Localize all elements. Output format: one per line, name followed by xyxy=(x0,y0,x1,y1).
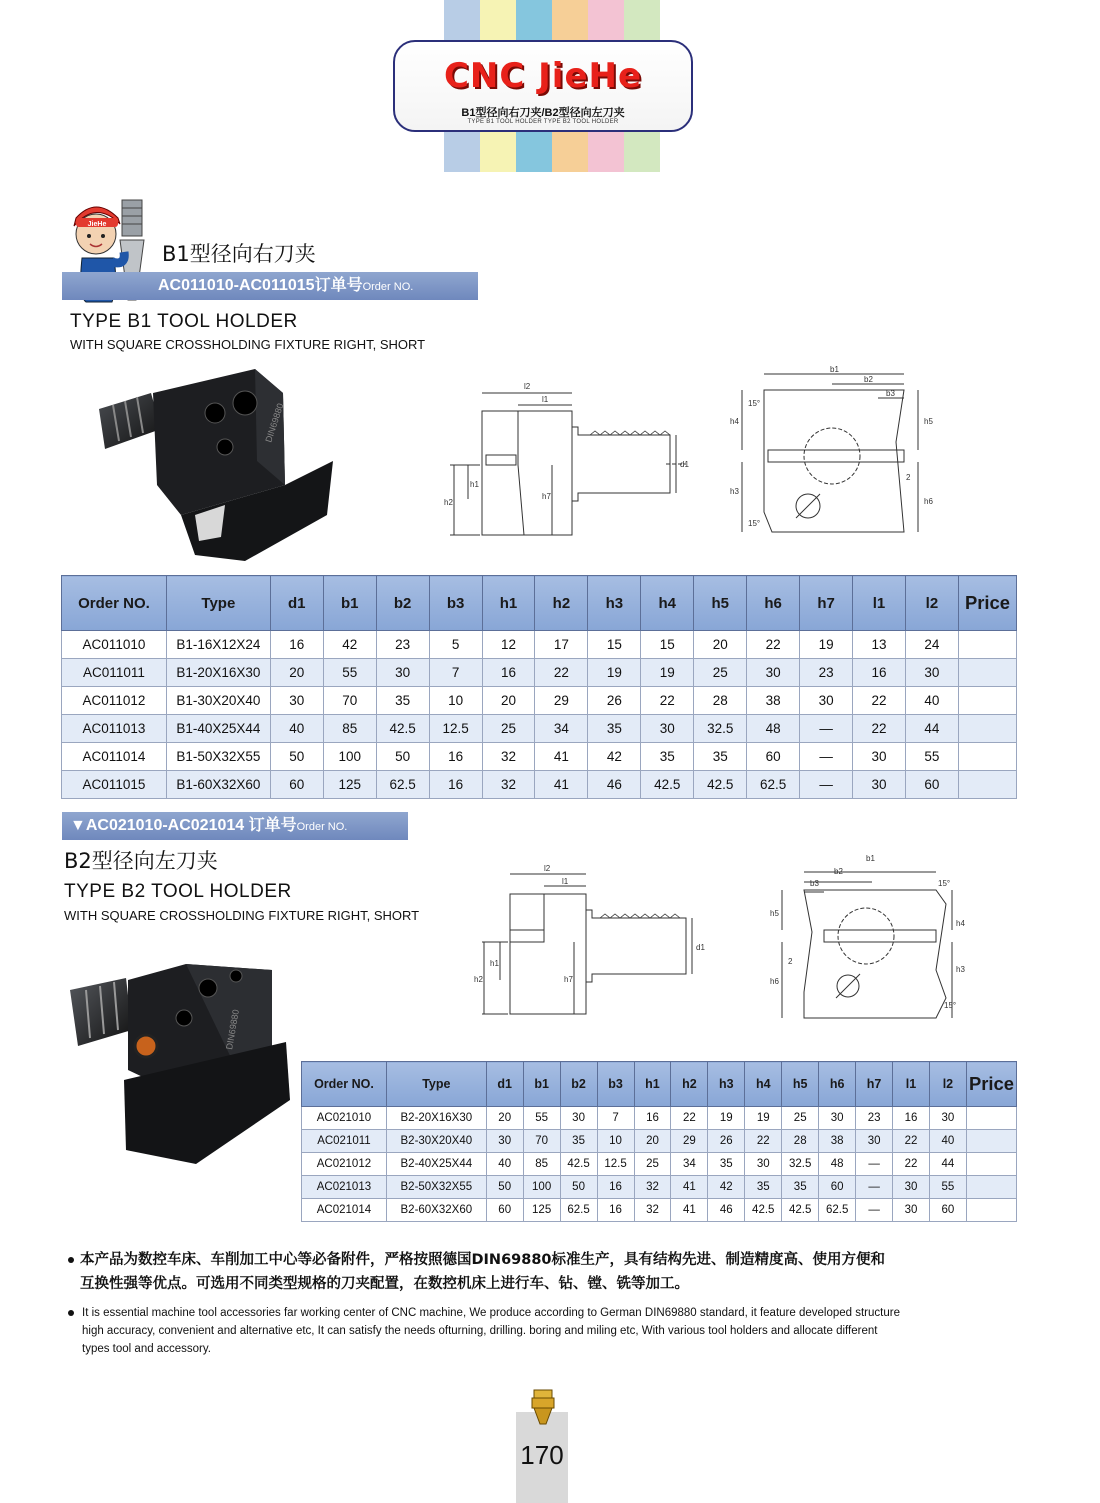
section2-order-bar xyxy=(62,812,408,840)
b1-table-cell: B1-16X12X24 xyxy=(166,631,270,659)
b1-table-cell: 30 xyxy=(905,659,958,687)
b1-table-cell: — xyxy=(800,715,853,743)
b2-table-cell xyxy=(966,1153,1016,1176)
b2-header-cell: b3 xyxy=(597,1062,634,1107)
b2-table-cell: 60 xyxy=(486,1199,523,1222)
b2-table-cell: 35 xyxy=(745,1176,782,1199)
b2-header-cell: d1 xyxy=(486,1062,523,1107)
b1-table-cell: 32.5 xyxy=(694,715,747,743)
b2-table-cell: 62.5 xyxy=(560,1199,597,1222)
tool-holder-icon xyxy=(528,1388,558,1428)
b2-table-cell: 30 xyxy=(929,1107,966,1130)
b1-table-cell: 19 xyxy=(588,659,641,687)
brand-name: CNC JieHe xyxy=(443,56,643,96)
b1-spec-table xyxy=(61,575,1017,799)
b1-header-cell: h4 xyxy=(641,576,694,631)
b1-header-cell: Order NO. xyxy=(62,576,167,631)
b2-header-cell: h4 xyxy=(745,1062,782,1107)
b1-table-header-row xyxy=(62,576,1017,631)
b2-product-marking: DIN69880 xyxy=(224,1008,242,1051)
b2-table-cell: B2-30X20X40 xyxy=(386,1130,486,1153)
b2-table-cell: 100 xyxy=(523,1176,560,1199)
b2-table-cell: AC021010 xyxy=(302,1107,387,1130)
b2-header-cell: h3 xyxy=(708,1062,745,1107)
note-cn-bullet xyxy=(68,1257,74,1263)
b1-header-cell: Type xyxy=(166,576,270,631)
b2-front-label-h5: h5 xyxy=(770,909,779,918)
b2-table-cell: 26 xyxy=(708,1130,745,1153)
b2-front-drawing xyxy=(760,852,970,1027)
b2-table-cell: 60 xyxy=(819,1176,856,1199)
section1-order-suffix: Order NO. xyxy=(362,281,414,293)
b1-table-row xyxy=(62,771,1017,799)
b2-header-cell: h7 xyxy=(856,1062,893,1107)
b1-label-h2: h2 xyxy=(444,498,453,507)
b1-table-cell: 22 xyxy=(853,687,906,715)
b1-table-cell: 30 xyxy=(376,659,429,687)
header-subtitle-cn: B1型径向右刀夹/B2型径向左刀夹 xyxy=(461,107,625,119)
b1-table-cell: B1-20X16X30 xyxy=(166,659,270,687)
b1-table-cell: 32 xyxy=(482,743,535,771)
b2-table-row xyxy=(302,1130,1017,1153)
b2-product-image xyxy=(66,960,296,1170)
page-number: 170 xyxy=(520,1440,564,1470)
b1-table-cell: — xyxy=(800,771,853,799)
b2-header-cell: b2 xyxy=(560,1062,597,1107)
b2-label-l1: l1 xyxy=(562,877,569,886)
b1-table-cell: AC011013 xyxy=(62,715,167,743)
b1-front-label-b3: b3 xyxy=(886,389,895,398)
b1-table-cell: 60 xyxy=(905,771,958,799)
b2-table-body xyxy=(302,1107,1017,1222)
b1-table-cell: 50 xyxy=(376,743,429,771)
b2-header-cell: h5 xyxy=(782,1062,819,1107)
b1-table-cell: 30 xyxy=(800,687,853,715)
b1-table-body xyxy=(62,631,1017,799)
b1-table-cell: 55 xyxy=(323,659,376,687)
b2-table-cell: AC021014 xyxy=(302,1199,387,1222)
b1-table-cell: 23 xyxy=(800,659,853,687)
section2-order-suffix: Order NO. xyxy=(296,821,348,833)
b2-header-cell: l2 xyxy=(929,1062,966,1107)
b2-table-cell: 19 xyxy=(745,1107,782,1130)
b2-header-cell: b1 xyxy=(523,1062,560,1107)
b2-table-cell: 22 xyxy=(893,1130,930,1153)
b2-front-label-angle-bottom: 15° xyxy=(944,1001,957,1010)
b1-label-l1: l1 xyxy=(542,395,549,404)
b1-table-cell: 55 xyxy=(905,743,958,771)
b1-table-cell: 42.5 xyxy=(641,771,694,799)
b1-table-cell: 30 xyxy=(270,687,323,715)
b2-table-cell: 35 xyxy=(782,1176,819,1199)
b2-table-cell xyxy=(966,1176,1016,1199)
b2-table-cell: B2-20X16X30 xyxy=(386,1107,486,1130)
b2-table-cell: B2-50X32X55 xyxy=(386,1176,486,1199)
b2-table-cell: 41 xyxy=(671,1176,708,1199)
b2-table-cell: 10 xyxy=(597,1130,634,1153)
b2-table-cell: 35 xyxy=(560,1130,597,1153)
b1-table-cell: 30 xyxy=(853,743,906,771)
b1-table-cell: B1-40X25X44 xyxy=(166,715,270,743)
b1-header-cell: d1 xyxy=(270,576,323,631)
b1-table-cell: B1-50X32X55 xyxy=(166,743,270,771)
b1-table-cell: 34 xyxy=(535,715,588,743)
b1-table-cell: 60 xyxy=(270,771,323,799)
b2-table-cell: 30 xyxy=(856,1130,893,1153)
section1-order-range: AC011010-AC011015订单号 xyxy=(158,277,363,294)
b2-front-label-h3: h3 xyxy=(956,965,965,974)
b1-table-cell: 17 xyxy=(535,631,588,659)
b1-table-cell: 42.5 xyxy=(694,771,747,799)
b2-table-cell: AC021013 xyxy=(302,1176,387,1199)
b1-table-cell: B1-60X32X60 xyxy=(166,771,270,799)
b2-table-cell xyxy=(966,1199,1016,1222)
b2-table-cell: 32 xyxy=(634,1199,671,1222)
note-en-line3: types tool and accessory. xyxy=(82,1343,211,1355)
b2-table-cell: 42.5 xyxy=(782,1199,819,1222)
b1-front-label-angle-bottom: 15° xyxy=(748,519,761,528)
b1-table-cell: 35 xyxy=(641,743,694,771)
b1-header-cell: Price xyxy=(958,576,1016,631)
b2-table-cell: 30 xyxy=(560,1107,597,1130)
b2-table-cell: 30 xyxy=(893,1199,930,1222)
b2-table-cell: 16 xyxy=(634,1107,671,1130)
b2-table-cell: 42.5 xyxy=(745,1199,782,1222)
b2-table-cell: — xyxy=(856,1199,893,1222)
b1-table-cell: 26 xyxy=(588,687,641,715)
section2-type-title: TYPE B2 TOOL HOLDER xyxy=(64,881,292,902)
b2-table-cell: 28 xyxy=(782,1130,819,1153)
brand-logo xyxy=(393,40,693,132)
b1-front-label-h6: h6 xyxy=(924,497,933,506)
b2-table-row xyxy=(302,1199,1017,1222)
b1-front-label-h4: h4 xyxy=(730,417,739,426)
b1-table-cell: 42 xyxy=(323,631,376,659)
b1-header-cell: h5 xyxy=(694,576,747,631)
b1-table-cell: 20 xyxy=(482,687,535,715)
b1-table-cell: — xyxy=(800,743,853,771)
b1-table-cell: 30 xyxy=(641,715,694,743)
b2-table-cell: 41 xyxy=(671,1199,708,1222)
b2-table-row xyxy=(302,1176,1017,1199)
b1-table-cell: AC011012 xyxy=(62,687,167,715)
b1-header-cell: b3 xyxy=(429,576,482,631)
b2-table-cell: 35 xyxy=(708,1153,745,1176)
b2-table-cell: 22 xyxy=(745,1130,782,1153)
b1-table-cell: 125 xyxy=(323,771,376,799)
b2-label-h2: h2 xyxy=(474,975,483,984)
b1-table-cell: 23 xyxy=(376,631,429,659)
mascot-cap-text: JieHe xyxy=(87,221,107,228)
b2-table-cell: B2-60X32X60 xyxy=(386,1199,486,1222)
b1-table-cell: 100 xyxy=(323,743,376,771)
b2-header-cell: h2 xyxy=(671,1062,708,1107)
b1-front-drawing xyxy=(728,362,948,557)
section1-title-cn: B1型径向右刀夹 xyxy=(162,242,316,266)
b1-table-cell: 12.5 xyxy=(429,715,482,743)
b1-table-cell: 7 xyxy=(429,659,482,687)
b2-table-cell: 16 xyxy=(597,1176,634,1199)
b1-table-cell: AC011010 xyxy=(62,631,167,659)
b2-label-l2: l2 xyxy=(544,864,551,873)
b2-front-label-h4: h4 xyxy=(956,919,965,928)
b2-header-cell: h1 xyxy=(634,1062,671,1107)
b2-table-cell: 55 xyxy=(523,1107,560,1130)
b2-header-cell: h6 xyxy=(819,1062,856,1107)
b2-table-cell: 25 xyxy=(634,1153,671,1176)
b2-table-cell: AC021011 xyxy=(302,1130,387,1153)
b1-table-cell: 10 xyxy=(429,687,482,715)
b1-header-cell: l2 xyxy=(905,576,958,631)
b2-table-cell: 44 xyxy=(929,1153,966,1176)
b2-label-d1: d1 xyxy=(696,943,705,952)
b1-table-row xyxy=(62,659,1017,687)
b2-table-cell: 12.5 xyxy=(597,1153,634,1176)
b1-table-cell: 62.5 xyxy=(747,771,800,799)
section2-order-range: ▼AC021010-AC021014 订单号 xyxy=(70,817,297,834)
b1-table-cell: 40 xyxy=(270,715,323,743)
b1-header-cell: h6 xyxy=(747,576,800,631)
b1-table-cell: 22 xyxy=(535,659,588,687)
b1-front-label-b2: b2 xyxy=(864,375,873,384)
b2-front-label-b3: b3 xyxy=(810,879,819,888)
b1-table-cell: 40 xyxy=(905,687,958,715)
b1-label-h7: h7 xyxy=(542,492,551,501)
header-subtitle-en: TYPE B1 TOOL HOLDER TYPE B2 TOOL HOLDER xyxy=(467,119,619,125)
b2-table-cell: 25 xyxy=(782,1107,819,1130)
b2-table-cell: 40 xyxy=(486,1153,523,1176)
b1-table-cell: 44 xyxy=(905,715,958,743)
b2-table-cell: 23 xyxy=(856,1107,893,1130)
b2-front-label-2: 2 xyxy=(788,957,793,966)
b1-table-cell: 15 xyxy=(641,631,694,659)
b2-table-cell: 55 xyxy=(929,1176,966,1199)
b2-table-cell: 42.5 xyxy=(560,1153,597,1176)
b1-table-row xyxy=(62,715,1017,743)
note-cn xyxy=(80,1248,1040,1296)
b1-label-d1: d1 xyxy=(680,460,689,469)
b1-front-label-b1: b1 xyxy=(830,365,839,374)
b2-table-cell: 50 xyxy=(560,1176,597,1199)
b2-table-cell: AC021012 xyxy=(302,1153,387,1176)
b2-header-cell: Order NO. xyxy=(302,1062,387,1107)
b1-table-cell: 30 xyxy=(853,771,906,799)
b1-front-label-angle-top: 15° xyxy=(748,399,761,408)
b2-table-cell: 42 xyxy=(708,1176,745,1199)
b1-header-cell: h7 xyxy=(800,576,853,631)
b2-table-cell: 22 xyxy=(893,1153,930,1176)
b2-table-cell: — xyxy=(856,1176,893,1199)
b1-table-cell: 41 xyxy=(535,743,588,771)
b2-table-cell: 16 xyxy=(597,1199,634,1222)
b2-table-header-row xyxy=(302,1062,1017,1107)
section2-subtitle: WITH SQUARE CROSSHOLDING FIXTURE RIGHT, SHORT xyxy=(64,908,420,923)
b1-table-cell: 25 xyxy=(482,715,535,743)
section1-order-bar xyxy=(62,272,478,300)
b1-product-marking: DIN69880 xyxy=(263,401,286,444)
b1-table-cell: AC011011 xyxy=(62,659,167,687)
b1-table-cell: 22 xyxy=(853,715,906,743)
note-en xyxy=(82,1304,1072,1358)
b2-table-cell: 62.5 xyxy=(819,1199,856,1222)
b2-table-cell: 50 xyxy=(486,1176,523,1199)
b1-table-cell: 46 xyxy=(588,771,641,799)
b2-table-cell: 29 xyxy=(671,1130,708,1153)
b1-table-cell xyxy=(958,631,1016,659)
b1-table-cell: AC011014 xyxy=(62,743,167,771)
b1-table-cell xyxy=(958,659,1016,687)
b2-header-cell: Type xyxy=(386,1062,486,1107)
b2-table-cell xyxy=(966,1130,1016,1153)
b1-header-cell: b2 xyxy=(376,576,429,631)
b1-table-cell: 16 xyxy=(429,771,482,799)
b2-table-cell xyxy=(966,1107,1016,1130)
b2-table-cell: 38 xyxy=(819,1130,856,1153)
b1-table-cell: 29 xyxy=(535,687,588,715)
b2-table-cell: 20 xyxy=(486,1107,523,1130)
b1-header-cell: h1 xyxy=(482,576,535,631)
b2-table-row xyxy=(302,1153,1017,1176)
b1-table-cell: 35 xyxy=(694,743,747,771)
b1-header-cell: h3 xyxy=(588,576,641,631)
b2-label-h7: h7 xyxy=(564,975,573,984)
b2-table-row xyxy=(302,1107,1017,1130)
b2-header-cell: Price xyxy=(966,1062,1016,1107)
note-cn-line1: 本产品为数控车床、车削加工中心等必备附件，严格按照德国DIN69880标准生产，具有结构先进、制造精度高、使用方便和 xyxy=(80,1252,886,1268)
b1-table-cell: 20 xyxy=(270,659,323,687)
b2-table-cell: 22 xyxy=(671,1107,708,1130)
b1-table-cell: 60 xyxy=(747,743,800,771)
b1-table-cell: 13 xyxy=(853,631,906,659)
note-en-line2: high accuracy, convenient and alternative etc, It can satisfy the needs ofturning, drilling. boring and miling etc, With various tool holders and allocate different xyxy=(82,1325,878,1337)
b2-table-cell: 70 xyxy=(523,1130,560,1153)
b2-table-cell: 20 xyxy=(634,1130,671,1153)
b1-table-cell: AC011015 xyxy=(62,771,167,799)
b1-front-label-h5: h5 xyxy=(924,417,933,426)
b1-table-cell: 62.5 xyxy=(376,771,429,799)
b1-front-label-h3: h3 xyxy=(730,487,739,496)
b2-label-h1: h1 xyxy=(490,959,499,968)
b1-table-cell xyxy=(958,743,1016,771)
b2-table-cell: 125 xyxy=(523,1199,560,1222)
b2-front-label-angle-top: 15° xyxy=(938,879,951,888)
section2-title-cn: B2型径向左刀夹 xyxy=(64,849,218,873)
b2-table-cell: 30 xyxy=(745,1153,782,1176)
b1-table-cell: 20 xyxy=(694,631,747,659)
b2-table-cell: 7 xyxy=(597,1107,634,1130)
b1-table-cell: 16 xyxy=(270,631,323,659)
note-en-bullet xyxy=(68,1310,74,1316)
b1-table-cell: 28 xyxy=(694,687,747,715)
b1-table-cell: 19 xyxy=(641,659,694,687)
b1-front-label-2: 2 xyxy=(906,473,911,482)
b2-front-label-b2: b2 xyxy=(834,867,843,876)
b1-table-cell: 41 xyxy=(535,771,588,799)
b1-product-image xyxy=(95,365,340,565)
b1-table-cell: 70 xyxy=(323,687,376,715)
b2-header-cell: l1 xyxy=(893,1062,930,1107)
b1-header-cell: h2 xyxy=(535,576,588,631)
b1-label-l2: l2 xyxy=(524,382,531,391)
note-en-line1: It is essential machine tool accessories far working center of CNC machine, We produce according to German DIN69880 standard, it feature developed structure xyxy=(82,1307,900,1319)
b1-table-cell: 22 xyxy=(641,687,694,715)
b2-table-cell: 32 xyxy=(634,1176,671,1199)
note-cn-line2: 互换性强等优点。可选用不同类型规格的刀夹配置，在数控机床上进行车、钻、镗、铣等加工。 xyxy=(80,1276,689,1292)
b1-table-cell: 22 xyxy=(747,631,800,659)
b1-table-cell: 16 xyxy=(429,743,482,771)
b1-table-cell: 35 xyxy=(588,715,641,743)
b1-table-cell xyxy=(958,687,1016,715)
b2-table-cell: 46 xyxy=(708,1199,745,1222)
b1-table-cell xyxy=(958,771,1016,799)
b1-table-cell: 25 xyxy=(694,659,747,687)
b2-table-cell: 48 xyxy=(819,1153,856,1176)
b1-table-cell: 42 xyxy=(588,743,641,771)
b1-table-cell: 48 xyxy=(747,715,800,743)
b1-table-cell: 42.5 xyxy=(376,715,429,743)
b2-table-cell: 30 xyxy=(893,1176,930,1199)
b1-header-cell: l1 xyxy=(853,576,906,631)
b2-table-cell: 60 xyxy=(929,1199,966,1222)
b1-table-cell: 15 xyxy=(588,631,641,659)
b2-front-label-h6: h6 xyxy=(770,977,779,986)
b1-table-row xyxy=(62,743,1017,771)
b1-table-cell: 32 xyxy=(482,771,535,799)
b2-front-label-b1: b1 xyxy=(866,854,875,863)
b1-label-h1: h1 xyxy=(470,480,479,489)
b2-spec-table xyxy=(301,1061,1017,1222)
b1-table-cell: 5 xyxy=(429,631,482,659)
b1-table-cell: 16 xyxy=(853,659,906,687)
b1-table-cell: 24 xyxy=(905,631,958,659)
b2-table-cell: 40 xyxy=(929,1130,966,1153)
b1-table-cell: 19 xyxy=(800,631,853,659)
b1-table-cell: 16 xyxy=(482,659,535,687)
b2-table-cell: 30 xyxy=(486,1130,523,1153)
b1-side-drawing xyxy=(440,375,700,550)
b2-table-cell: 16 xyxy=(893,1107,930,1130)
b2-table-cell: — xyxy=(856,1153,893,1176)
b1-table-row xyxy=(62,631,1017,659)
b1-table-cell: 12 xyxy=(482,631,535,659)
b2-table-cell: 32.5 xyxy=(782,1153,819,1176)
b1-table-cell: B1-30X20X40 xyxy=(166,687,270,715)
b1-header-cell: b1 xyxy=(323,576,376,631)
b2-side-drawing xyxy=(470,862,720,1022)
section1-type-title: TYPE B1 TOOL HOLDER xyxy=(70,311,298,332)
section1-subtitle: WITH SQUARE CROSSHOLDING FIXTURE RIGHT, SHORT xyxy=(70,337,426,352)
b1-table-cell: 30 xyxy=(747,659,800,687)
b2-table-cell: 30 xyxy=(819,1107,856,1130)
b2-table-cell: 34 xyxy=(671,1153,708,1176)
b1-table-cell: 85 xyxy=(323,715,376,743)
b1-table-cell: 38 xyxy=(747,687,800,715)
b1-table-cell xyxy=(958,715,1016,743)
b2-table-cell: B2-40X25X44 xyxy=(386,1153,486,1176)
b2-table-cell: 19 xyxy=(708,1107,745,1130)
b1-table-cell: 50 xyxy=(270,743,323,771)
b1-table-cell: 35 xyxy=(376,687,429,715)
b2-table-cell: 85 xyxy=(523,1153,560,1176)
b1-table-row xyxy=(62,687,1017,715)
